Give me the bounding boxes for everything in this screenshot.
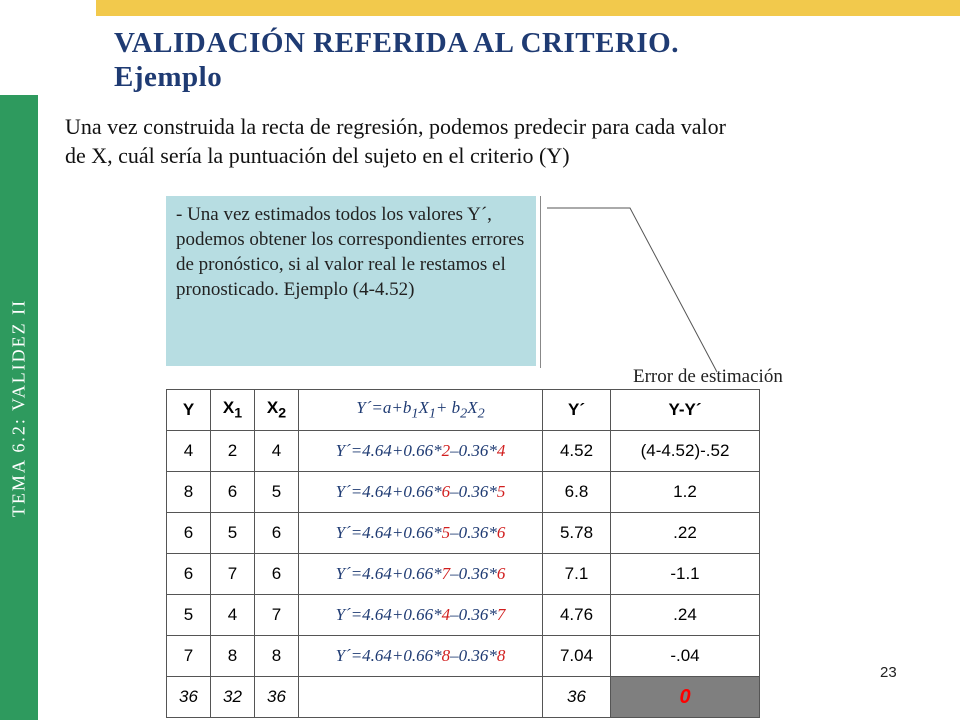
cell-x1: 6	[211, 472, 255, 513]
callout-line	[547, 208, 717, 372]
header-x1: $X_1$	[211, 390, 255, 431]
cell-formula: Y´=4.64+0.66*4–0.36*7	[299, 595, 543, 636]
cell-x1: 4	[211, 595, 255, 636]
cell-x1: 8	[211, 636, 255, 677]
cell-x2: 4	[255, 431, 299, 472]
cell-x2: 5	[255, 472, 299, 513]
table-row	[167, 513, 760, 554]
cell-formula: Y´=4.64+0.66*2–0.36*4	[299, 431, 543, 472]
total-formula	[299, 677, 543, 718]
table-row	[167, 554, 760, 595]
cell-diff: .22	[611, 513, 760, 554]
cell-y: 5	[167, 595, 211, 636]
cell-yprime: 5.78	[543, 513, 611, 554]
total-diff-cell	[611, 677, 760, 718]
cell-formula: Y´=4.64+0.66*7–0.36*6	[299, 554, 543, 595]
table-row	[167, 472, 760, 513]
page-number: 23	[880, 664, 897, 681]
cell-x2: 7	[255, 595, 299, 636]
cell-formula: Y´=4.64+0.66*8–0.36*8	[299, 636, 543, 677]
intro-line-2: de X, cuál sería la puntuación del sujeto en el criterio (Y)	[65, 143, 570, 168]
header-y: Y	[167, 390, 211, 431]
table-row	[167, 636, 760, 677]
cell-yprime: 7.04	[543, 636, 611, 677]
table-row	[167, 431, 760, 472]
cell-diff: -.04	[611, 636, 760, 677]
data-table	[166, 389, 760, 718]
total-yprime: 36	[543, 677, 611, 718]
cell-yprime: 6.8	[543, 472, 611, 513]
cell-diff: -1.1	[611, 554, 760, 595]
intro-line-1: Una vez construida la recta de regresión, podemos predecir para cada valor	[65, 114, 726, 139]
total-y: 36	[167, 677, 211, 718]
cell-x2: 6	[255, 513, 299, 554]
title-main: VALIDACIÓN REFERIDA AL CRITERIO.	[114, 27, 679, 59]
cell-x2: 8	[255, 636, 299, 677]
cell-diff: (4-4.52)-.52	[611, 431, 760, 472]
cell-x1: 7	[211, 554, 255, 595]
cell-y: 8	[167, 472, 211, 513]
cell-yprime: 4.76	[543, 595, 611, 636]
cell-x2: 6	[255, 554, 299, 595]
cell-x1: 2	[211, 431, 255, 472]
cell-y: 6	[167, 554, 211, 595]
header-diff: Y-Y´	[611, 390, 760, 431]
table-totals-row	[167, 677, 760, 718]
table-header-row	[167, 390, 760, 431]
header-yprime: Y´	[543, 390, 611, 431]
cell-formula: Y´=4.64+0.66*6–0.36*5	[299, 472, 543, 513]
cell-y: 4	[167, 431, 211, 472]
total-x2: 36	[255, 677, 299, 718]
cell-x1: 5	[211, 513, 255, 554]
cell-formula: Y´=4.64+0.66*5–0.36*6	[299, 513, 543, 554]
error-label: Error de estimación	[633, 366, 783, 387]
cell-diff: .24	[611, 595, 760, 636]
cell-yprime: 4.52	[543, 431, 611, 472]
header-formula: $Y´=a+b_1X_1+ b_2X_2$	[299, 390, 543, 431]
cell-y: 6	[167, 513, 211, 554]
total-x1: 32	[211, 677, 255, 718]
cell-yprime: 7.1	[543, 554, 611, 595]
cell-y: 7	[167, 636, 211, 677]
note-text: - Una vez estimados todos los valores Y´, podemos obtener los correspondientes errores de pronóstico, si al valor real le restamos el pronosticado. Ejemplo (4-4.52)	[176, 204, 525, 300]
total-diff: 0	[679, 685, 691, 708]
header-x2: $X_2$	[255, 390, 299, 431]
title-sub: Ejemplo	[114, 61, 223, 93]
cell-diff: 1.2	[611, 472, 760, 513]
table-row	[167, 595, 760, 636]
side-label-text: TEMA 6.2: VALIDEZ II	[8, 298, 29, 517]
